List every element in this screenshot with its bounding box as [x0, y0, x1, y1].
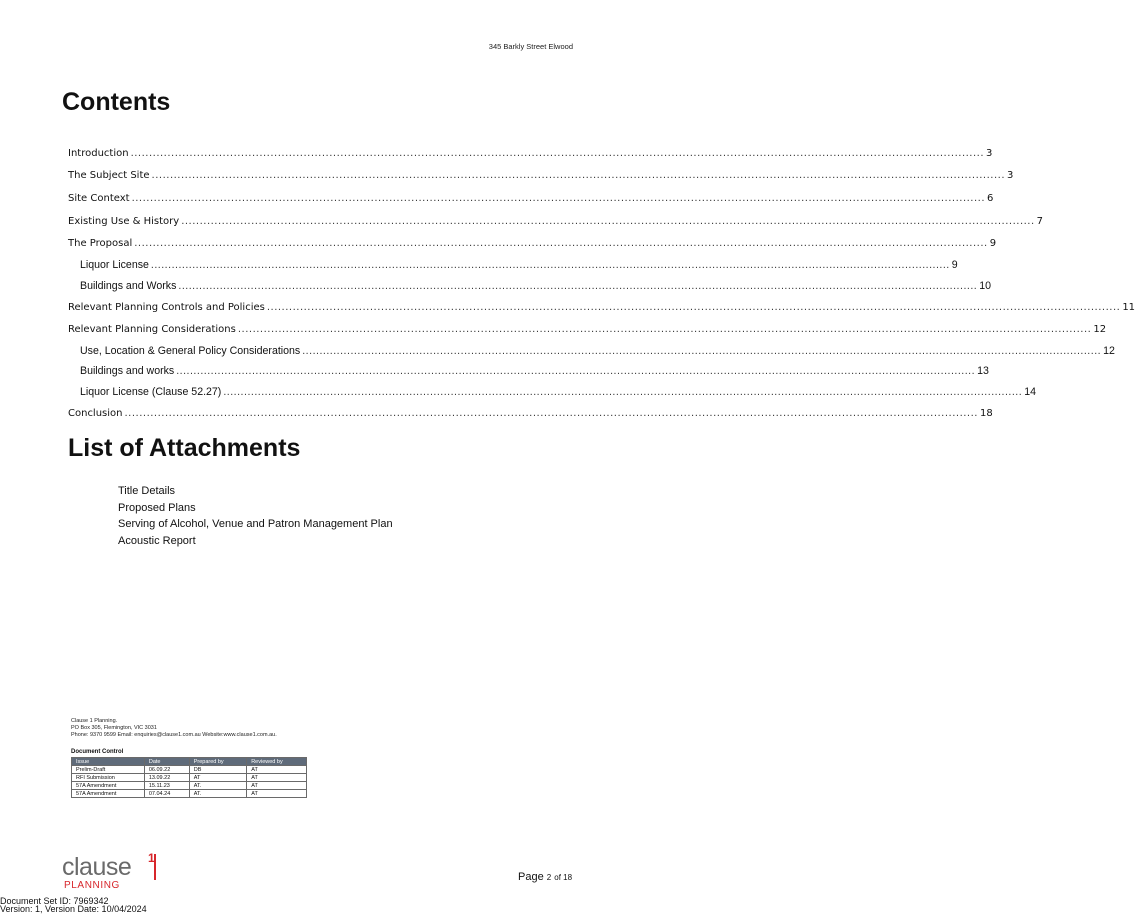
table-cell: RFI Submission [72, 774, 145, 782]
page-current: 2 [546, 873, 552, 882]
toc-leader [132, 193, 985, 204]
table-row [72, 766, 307, 774]
logo-number: 1 [148, 851, 155, 865]
page-total: of 18 [554, 873, 573, 882]
toc-entry-liquor-license[interactable] [80, 255, 958, 271]
attachments-heading: List of Attachments [68, 434, 301, 462]
table-cell: AT [247, 766, 307, 774]
table-cell: 15.11.23 [144, 782, 189, 790]
toc-page-number: 3 [1007, 170, 1014, 181]
clause1-planning-logo [62, 853, 162, 895]
table-row [72, 782, 307, 790]
toc-page-number: 12 [1103, 345, 1115, 357]
toc-page-number: 9 [951, 259, 958, 271]
toc-leader [302, 345, 1101, 357]
version-line-clipped [0, 904, 147, 914]
toc-entry-buildings-works-2[interactable] [80, 361, 989, 377]
page-number [518, 871, 572, 883]
column-header: Issue [72, 758, 145, 766]
toc-label: Liquor License [80, 259, 149, 271]
table-cell: AT. [189, 782, 246, 790]
toc-entry-conclusion[interactable] [68, 403, 993, 419]
toc-leader [267, 302, 1120, 313]
toc-entry-introduction[interactable] [68, 143, 993, 159]
toc-leader [134, 238, 987, 249]
toc-entry-proposal[interactable] [68, 233, 997, 249]
table-cell: DB [189, 766, 246, 774]
toc-label: The Subject Site [68, 170, 150, 181]
toc-page-number: 3 [986, 148, 993, 159]
toc-label: Liquor License (Clause 52.27) [80, 386, 222, 398]
table-row [72, 790, 307, 798]
toc-label: Use, Location & General Policy Considerations [80, 345, 301, 357]
company-details [71, 718, 277, 740]
toc-leader [131, 148, 984, 159]
toc-label: Relevant Planning Considerations [68, 324, 236, 335]
toc-leader [152, 170, 1005, 181]
toc-entry-liquor-license-clause[interactable] [80, 382, 1036, 398]
table-cell: 13.09.22 [144, 774, 189, 782]
toc-entry-existing-use[interactable] [68, 211, 1044, 227]
version-line: Version: 1, Version Date: 10/04/2024 [0, 904, 147, 914]
header-address: 345 Barkly Street Elwood [488, 42, 573, 51]
logo-subtitle: PLANNING [64, 880, 120, 891]
table-cell: AT [189, 774, 246, 782]
toc-page-number: 14 [1024, 386, 1036, 398]
toc-entry-planning-considerations[interactable] [68, 319, 1107, 335]
toc-entry-planning-controls[interactable] [68, 297, 1135, 313]
attachment-item: Acoustic Report [118, 534, 196, 547]
attachments-list [118, 483, 393, 549]
column-header: Reviewed by [247, 758, 307, 766]
toc-leader [238, 324, 1091, 335]
toc-label: Site Context [68, 193, 130, 204]
attachment-item: Proposed Plans [118, 501, 196, 514]
column-header: Prepared by [189, 758, 246, 766]
attachment-item: Serving of Alcohol, Venue and Patron Management Plan [118, 518, 393, 530]
company-name: Clause 1 Planning. [71, 718, 118, 724]
toc-page-number: 9 [989, 238, 997, 249]
toc-entry-subject-site[interactable] [68, 165, 1014, 181]
document-control-table [71, 757, 307, 798]
toc-page-number: 13 [977, 365, 989, 377]
toc-label: Conclusion [68, 408, 123, 419]
document-control-title: Document Control [71, 749, 124, 755]
table-cell: Prelim-Draft [72, 766, 145, 774]
page-label: Page [518, 871, 544, 883]
table-cell: AT [247, 790, 307, 798]
toc-leader [178, 280, 977, 292]
toc-page-number: 7 [1036, 216, 1044, 227]
document-set-id: Document Set ID: 7969342 [0, 896, 109, 906]
table-cell: AT [247, 782, 307, 790]
table-cell: AT. [189, 790, 246, 798]
company-address: PO Box 305, Flemington, VIC 3031 [71, 725, 157, 732]
logo-wordmark: clause [62, 853, 132, 881]
toc-entry-use-location[interactable] [80, 341, 1115, 357]
toc-leader [181, 216, 1034, 227]
toc-entry-buildings-works[interactable] [80, 276, 992, 292]
company-contact: Phone: 9370 9599 Email: enquiries@clause1.com.au Website:www.clause1.com.au. [71, 732, 277, 739]
toc-entry-site-context[interactable] [68, 188, 994, 204]
toc-page-number: 6 [987, 193, 994, 204]
toc-page-number: 11 [1122, 302, 1135, 313]
table-cell: 57A Amendment [72, 782, 145, 790]
table-cell: 07.04.24 [144, 790, 189, 798]
contents-heading: Contents [62, 88, 171, 116]
table-header-row [72, 758, 307, 766]
toc-page-number: 10 [979, 280, 992, 292]
toc-page-number: 18 [979, 408, 993, 419]
toc-leader [176, 365, 975, 377]
toc-label: Buildings and works [80, 365, 175, 377]
table-cell: 06.09.22 [144, 766, 189, 774]
column-header: Date [144, 758, 189, 766]
toc-label: The Proposal [68, 238, 133, 249]
toc-leader [125, 408, 978, 419]
toc-label: Relevant Planning Controls and Policies [68, 302, 265, 313]
table-cell: 57A Amendment [72, 790, 145, 798]
toc-leader [223, 386, 1022, 398]
toc-label: Existing Use & History [68, 216, 180, 227]
toc-label: Buildings and Works [80, 280, 177, 292]
table-cell: AT [247, 774, 307, 782]
toc-label: Introduction [68, 148, 129, 159]
attachment-item: Title Details [118, 485, 176, 497]
toc-leader [151, 259, 950, 271]
toc-page-number: 12 [1093, 324, 1107, 335]
table-row [72, 774, 307, 782]
